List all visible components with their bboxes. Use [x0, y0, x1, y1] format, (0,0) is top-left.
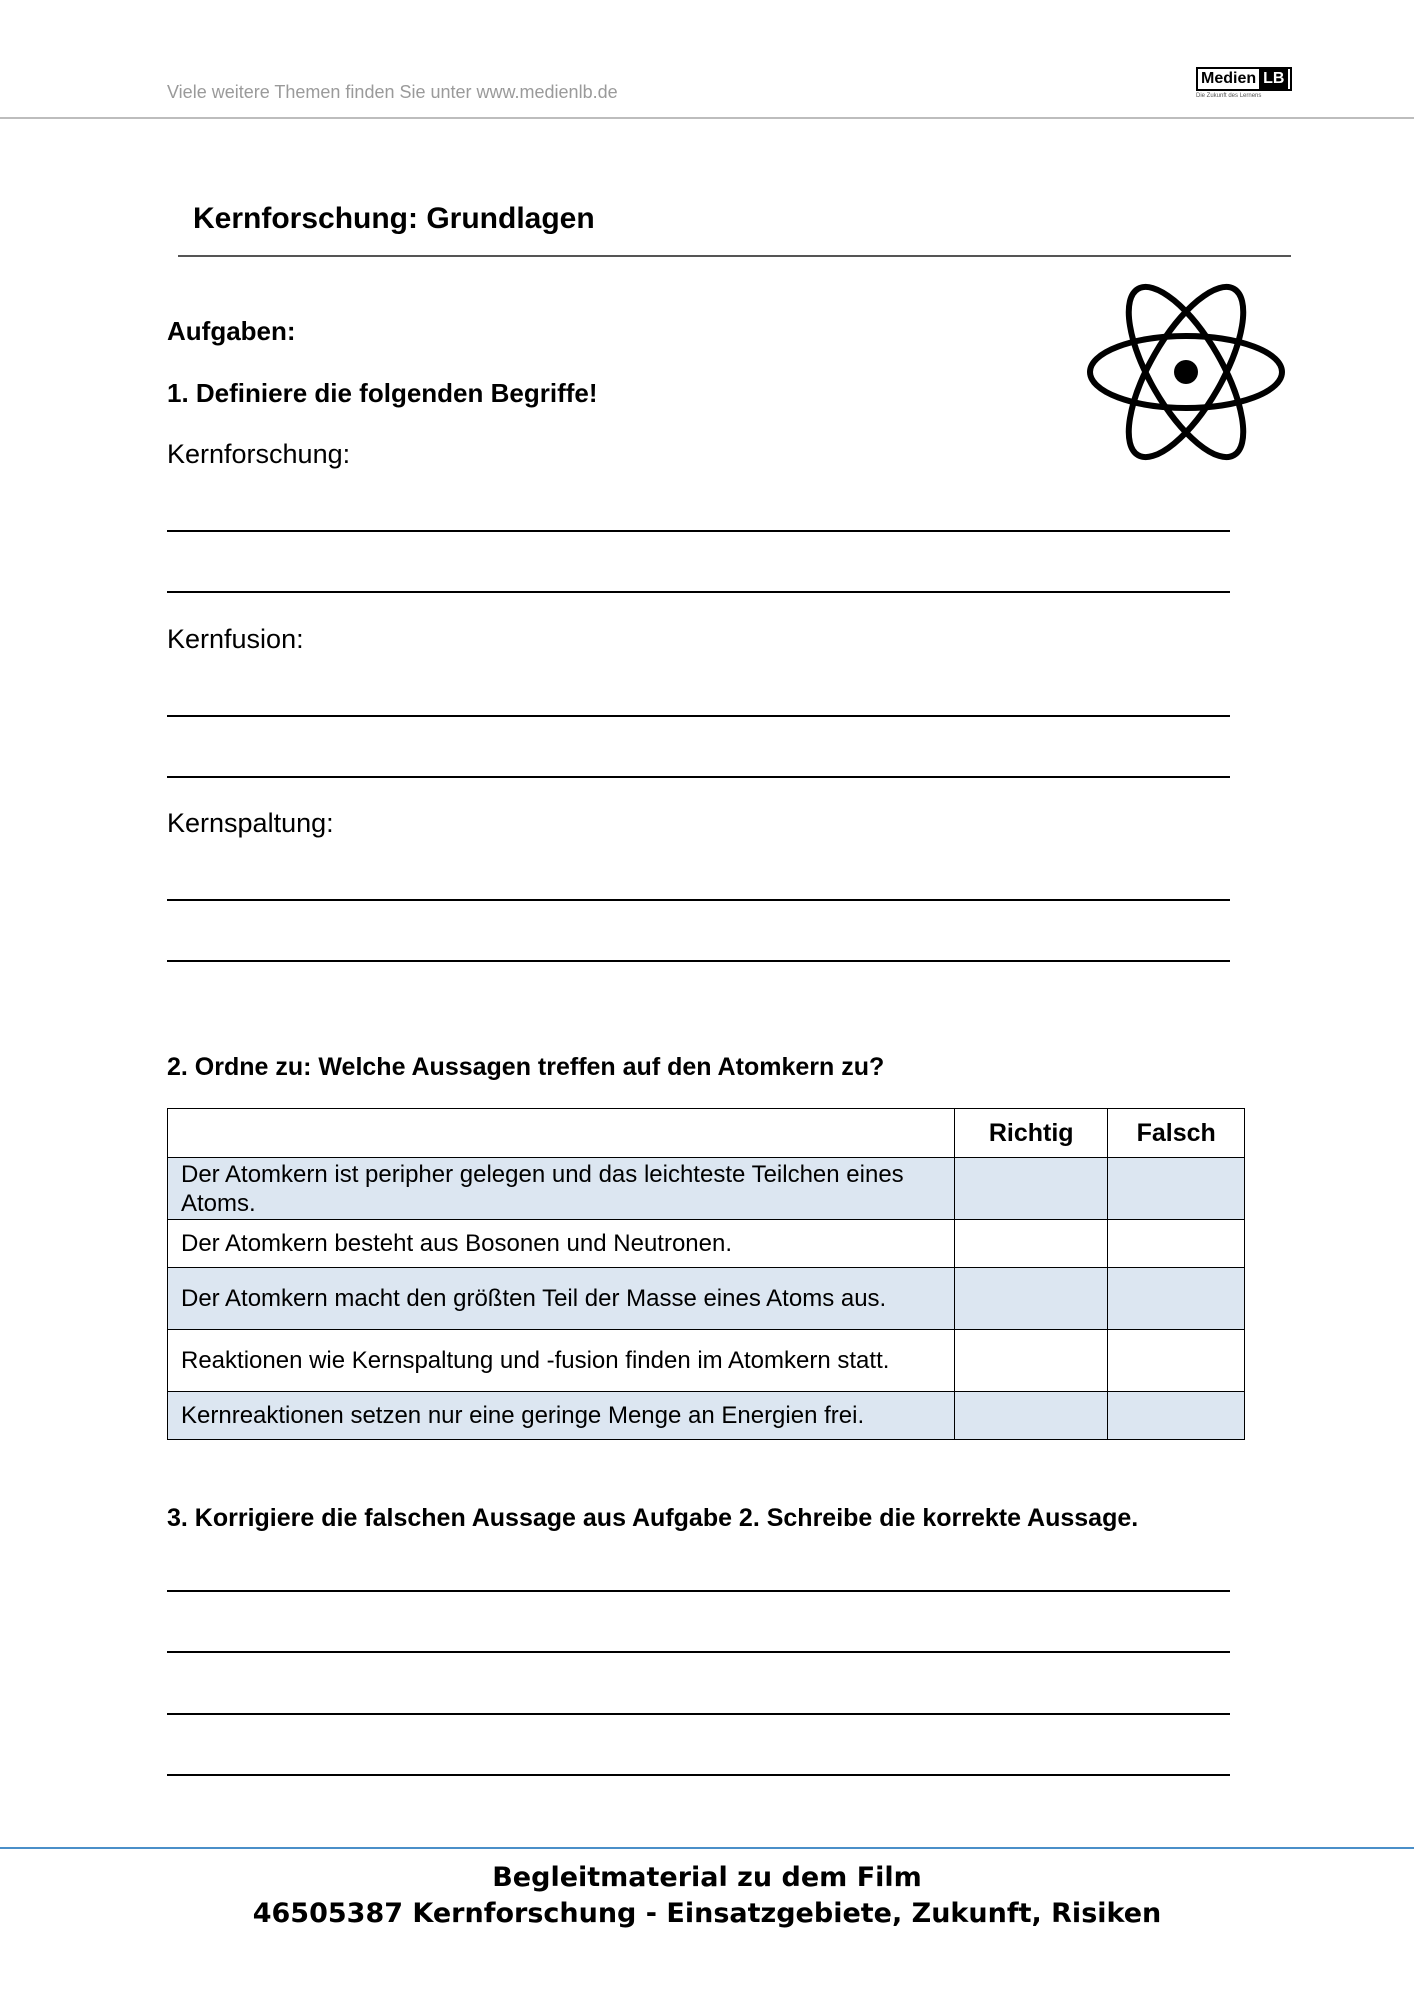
- richtig-checkbox-cell[interactable]: [955, 1220, 1108, 1268]
- task2-heading: 2. Ordne zu: Welche Aussagen treffen auf den Atomkern zu?: [167, 1053, 885, 1081]
- logo-text-medien: Medien: [1198, 69, 1259, 89]
- table-header-row: [168, 1109, 1245, 1158]
- title-underline: [178, 255, 1291, 257]
- task1-heading: 1. Definiere die folgenden Begriffe!: [167, 378, 598, 408]
- richtig-checkbox-cell[interactable]: [955, 1268, 1108, 1330]
- richtig-checkbox-cell[interactable]: [955, 1158, 1108, 1220]
- logo-text-lb: LB: [1259, 69, 1288, 89]
- falsch-checkbox-cell[interactable]: [1108, 1392, 1245, 1440]
- answer-line[interactable]: [167, 591, 1230, 593]
- falsch-checkbox-cell[interactable]: [1108, 1220, 1245, 1268]
- statement-cell: Der Atomkern macht den größten Teil der Masse eines Atoms aus.: [168, 1268, 955, 1330]
- answer-line[interactable]: [167, 1651, 1230, 1653]
- answer-line[interactable]: [167, 1774, 1230, 1776]
- table-row: [168, 1392, 1245, 1440]
- answer-line[interactable]: [167, 715, 1230, 717]
- falsch-checkbox-cell[interactable]: [1108, 1330, 1245, 1392]
- table-header-falsch: Falsch: [1108, 1109, 1245, 1158]
- footer-line-1: Begleitmaterial zu dem Film: [492, 1862, 922, 1893]
- statement-cell: Reaktionen wie Kernspaltung und -fusion finden im Atomkern statt.: [168, 1330, 955, 1392]
- answer-line[interactable]: [167, 530, 1230, 532]
- table-row: [168, 1220, 1245, 1268]
- table-row: [168, 1158, 1245, 1220]
- term-label-kernfusion: Kernfusion:: [167, 624, 304, 654]
- table-row: [168, 1330, 1245, 1392]
- answer-line[interactable]: [167, 960, 1230, 962]
- medienlb-logo: [1196, 67, 1292, 99]
- true-false-table: [167, 1108, 1245, 1440]
- header-website-note: Viele weitere Themen finden Sie unter www.medienlb.de: [167, 82, 618, 102]
- footer-divider: [0, 1847, 1414, 1849]
- page-title: Kernforschung: Grundlagen: [193, 202, 595, 235]
- tasks-heading: Aufgaben:: [167, 316, 296, 346]
- richtig-checkbox-cell[interactable]: [955, 1330, 1108, 1392]
- falsch-checkbox-cell[interactable]: [1108, 1158, 1245, 1220]
- task3-heading: 3. Korrigiere die falschen Aussage aus Aufgabe 2. Schreibe die korrekte Aussage.: [167, 1504, 1139, 1532]
- falsch-checkbox-cell[interactable]: [1108, 1268, 1245, 1330]
- answer-line[interactable]: [167, 1713, 1230, 1715]
- statement-cell: Der Atomkern besteht aus Bosonen und Neutronen.: [168, 1220, 955, 1268]
- atom-icon: [1086, 282, 1286, 462]
- richtig-checkbox-cell[interactable]: [955, 1392, 1108, 1440]
- footer-line-2: 46505387 Kernforschung - Einsatzgebiete, Zukunft, Risiken: [252, 1898, 1162, 1929]
- table-header-richtig: Richtig: [955, 1109, 1108, 1158]
- header-divider: [0, 117, 1414, 119]
- logo-tagline: Die Zukunft des Lernens: [1196, 93, 1262, 99]
- answer-line[interactable]: [167, 899, 1230, 901]
- table-header-statement: [168, 1109, 955, 1158]
- answer-line[interactable]: [167, 776, 1230, 778]
- term-label-kernspaltung: Kernspaltung:: [167, 808, 334, 838]
- table-row: [168, 1268, 1245, 1330]
- statement-cell: Kernreaktionen setzen nur eine geringe Menge an Energien frei.: [168, 1392, 955, 1440]
- statement-cell: Der Atomkern ist peripher gelegen und das leichteste Teilchen eines Atoms.: [168, 1158, 955, 1220]
- term-label-kernforschung: Kernforschung:: [167, 439, 351, 469]
- answer-line[interactable]: [167, 1590, 1230, 1592]
